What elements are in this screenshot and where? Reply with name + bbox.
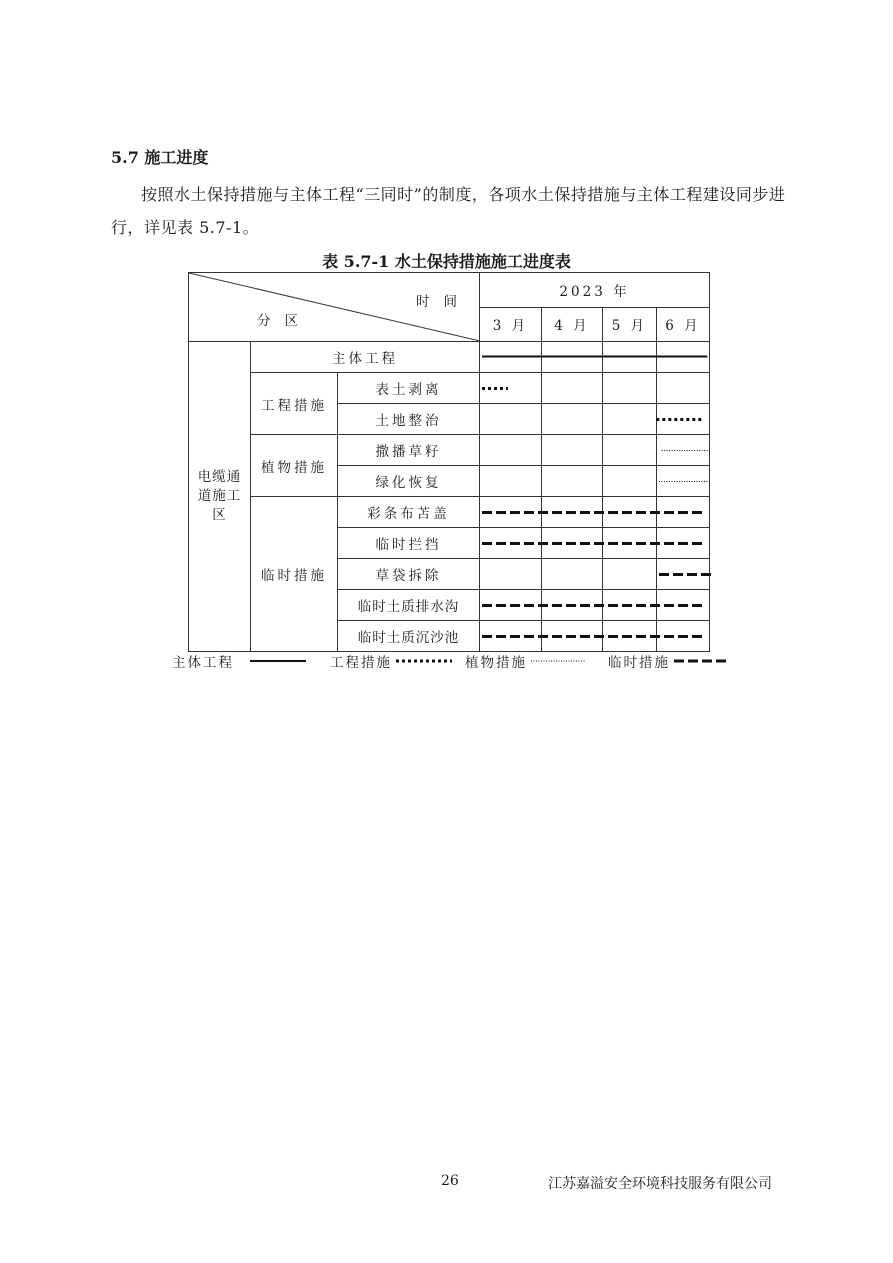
- legend-swatch: [396, 656, 452, 666]
- legend-swatch: [250, 656, 306, 666]
- group-label: 植物措施: [251, 435, 338, 497]
- page-number: 26: [441, 1173, 459, 1189]
- legend-label: 临时措施: [608, 655, 670, 671]
- item-label: 撒播草籽: [338, 435, 480, 466]
- footer-company: 江苏嘉溢安全环境科技服务有限公司: [548, 1176, 772, 1192]
- legend-item: [465, 651, 585, 671]
- item-label: 临时土质排水沟: [338, 590, 480, 621]
- item-label: 绿化恢复: [338, 466, 480, 497]
- body-paragraph: 按照水土保持措施与主体工程“三同时”的制度，各项水土保持措施与主体工程建设同步进行，详见表 5.7-1。: [111, 185, 786, 237]
- month-header: 4 月: [542, 307, 603, 342]
- legend-item: [330, 651, 452, 671]
- legend-label: 植物措施: [465, 655, 527, 671]
- legend-item: [172, 651, 306, 671]
- legend-label: 主体工程: [172, 655, 234, 671]
- item-label: 草袋拆除: [338, 559, 480, 590]
- legend-swatch: [674, 656, 730, 666]
- month-header: 3 月: [480, 307, 542, 342]
- item-label: 表土剥离: [338, 373, 480, 404]
- header-area-label: 分区: [257, 313, 312, 329]
- month-header: 6 月: [657, 307, 710, 342]
- section-title: 5.7 施工进度: [111, 148, 209, 167]
- item-label: 土地整治: [338, 404, 480, 435]
- item-label: 临时拦挡: [338, 528, 480, 559]
- item-label: 彩条布苫盖: [338, 497, 480, 528]
- table-title: 表 5.7-1 水土保持措施施工进度表: [322, 252, 571, 271]
- header-time-label: 时间: [416, 294, 471, 310]
- legend-swatch: [531, 656, 585, 666]
- legend-item: [608, 651, 730, 671]
- group-label: 工程措施: [251, 373, 338, 435]
- legend-label: 工程措施: [330, 655, 392, 671]
- group-label: 临时措施: [251, 497, 338, 652]
- main-project-label: 主体工程: [251, 342, 480, 373]
- year-header: 2023 年: [480, 273, 710, 308]
- legend: [172, 651, 742, 669]
- zone-cell: 电缆通道施工区: [189, 342, 251, 652]
- month-header: 5 月: [603, 307, 657, 342]
- item-label: 临时土质沉沙池: [338, 621, 480, 652]
